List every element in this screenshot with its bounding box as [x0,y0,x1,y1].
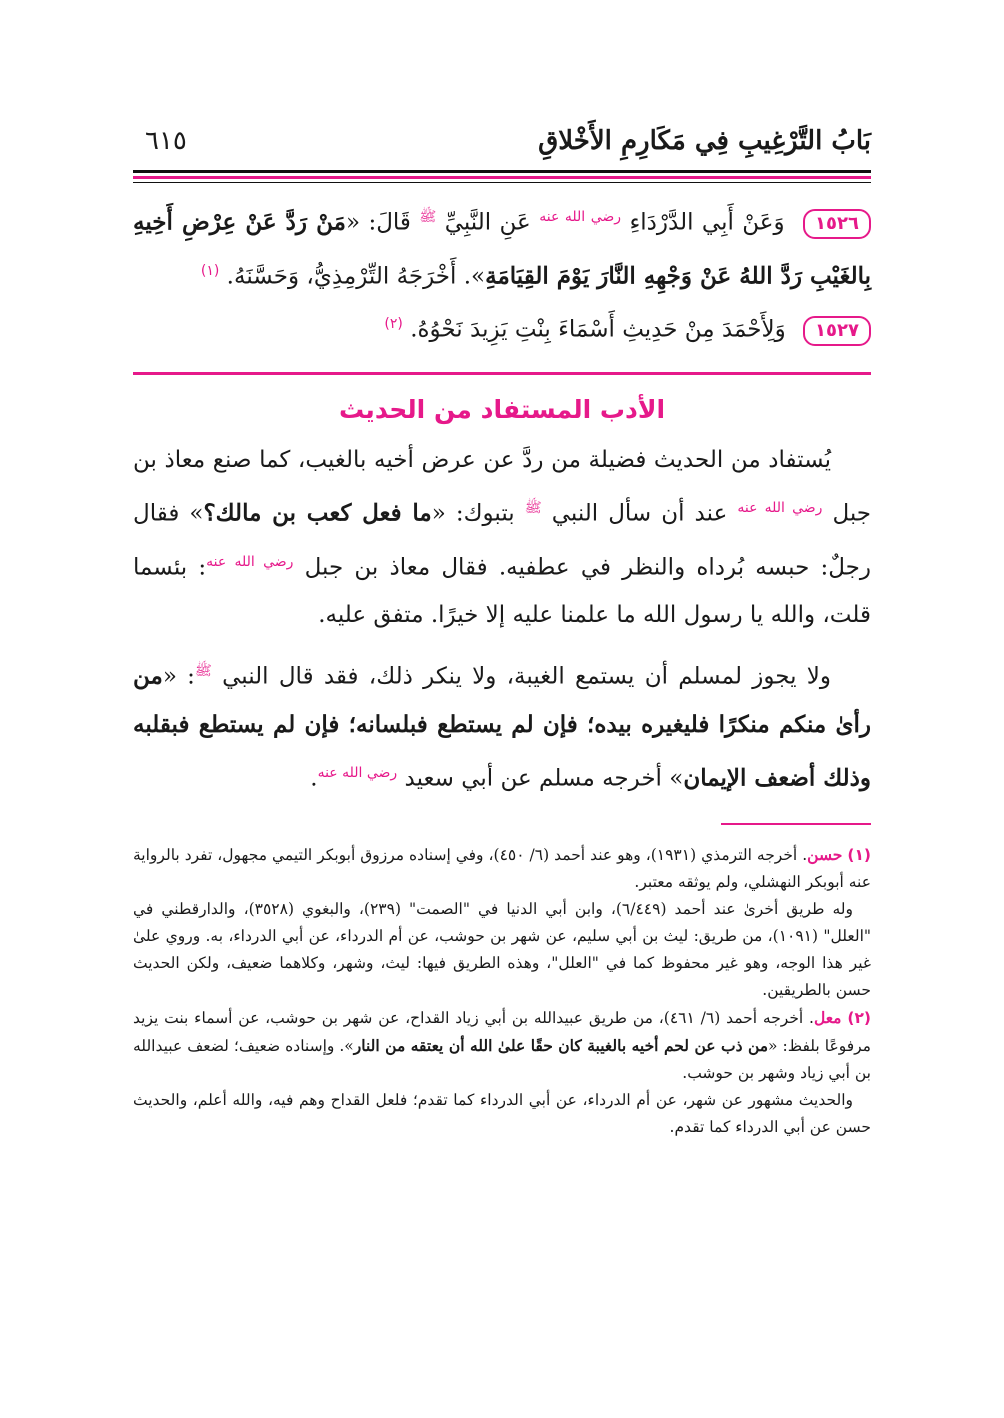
hadith-quote: مَنْ رَدَّ عَنْ عِرْضِ أَخِيهِ بِالغَيْبِ رَدَّ اللهُ عَنْ وَجْهِهِ النَّارَ يَوْمَ القِيَامَةِ [133,208,871,290]
paragraph-text: ولا يجوز لمسلم أن يستمع الغيبة، ولا ينكر ذلك، فقد قال النبي [222,663,831,690]
header-rule-pink [133,176,871,179]
footnote-text: . أخرجه أحمد (٦/ ٤٦١)، من طريق عبيدالله بن أبي زياد القداح، عن شهر بن حوشب، عن أسماء بنت يزيد مرفوعًا بلفظ: « [133,1008,871,1055]
footnote-text: ». وإسناده ضعيف؛ لضعف عبيدالله بن أبي زياد وشهر بن حوشب. [133,1036,871,1082]
hadith-1526 [133,193,871,300]
header-rule-thin [133,182,871,183]
paragraph-text: بتبوك: « [431,500,515,527]
footnote-grade: حسن [807,844,843,864]
footnote-1 [133,841,871,896]
footnote-ref-2: (٢) [384,316,403,333]
hadith-number-badge: ١٥٢٧ [803,316,871,346]
page [133,112,871,1141]
section-title: الأدب المستفاد من الحديث [338,394,666,424]
hadith-1527 [133,300,871,354]
footnote-separator [721,823,871,825]
header-rule-thick [133,170,871,173]
honorific-radiallah: رضي الله عنه [317,764,398,781]
footnote-1-continuation: وله طريق أخرىٰ عند أحمد (٦/٤٤٩)، وابن أبي الدنيا في "الصمت" (٢٣٩)، والبغوي (٣٥٢٨)، والدارقطني في "العلل" (١٠٩١)، من طريق: ليث بن أبي سليم، عن شهر بن حوشب، عن أم الدرداء، عن أبي الدرداء، به. وروي علىٰ غير هذا الوجه، وهو غير محفوظ كما في "العلل"، وهذه الطريق فيها: ليث، وشهر، وكلاهما ضعيف، ولكن الحديث حسن بالطريقين. [133,899,872,999]
footnote-number: (٢) [847,1008,871,1027]
quote-text: ما فعل كعب بن مالك؟ [203,499,432,527]
hadith-text: وَعَنْ أَبِي الدَّرْدَاءِ [629,209,785,236]
hadith-text: عَنِ النَّبِيِّ [444,209,531,236]
footnote-number: (١) [847,845,871,864]
footnote-text: . أخرجه الترمذي (١٩٣١)، وهو عند أحمد (٦/ ٤٥٠)، وفي إسناده مرزوق أبوبكر التيمي مجهول، تفرد بالرواية عنه أبوبكر النهشلي، ولم يوثقه معتبر. [133,845,871,891]
lessons-body [133,436,871,803]
chapter-title: بَابُ التَّرْغِيبِ فِي مَكَارِمِ الأَخْلاقِ [538,126,871,156]
paragraph-text: . [310,765,318,792]
hadith-text: ». أَخْرَجَهُ التِّرْمِذِيُّ، وَحَسَّنَهُ. [226,263,486,290]
paragraph-1 [133,436,871,639]
paragraph-2 [133,647,871,802]
section-divider [133,372,871,375]
footnote-ref-1: (١) [200,262,220,279]
paragraph-text: عند أن سأل النبي [551,500,728,527]
hadith-number-badge: ١٥٢٦ [803,209,871,239]
paragraph-text: » فقال رجلٌ: حبسه بُرداه والنظر في عطفيه. فقال معاذ بن جبل [133,500,871,581]
page-number: ٦١٥ [145,126,187,156]
footnote-2 [133,1004,871,1087]
paragraph-text: : « [162,663,195,690]
honorific-salla: ﷺ [524,499,542,516]
honorific-salla: ﷺ [419,209,437,225]
hadith-text: قَالَ: « [345,209,411,236]
paragraph-text: يُستفاد من الحديث فضيلة من ردَّ عن عرض أخيه بالغيب، كما صنع معاذ بن جبل [133,446,872,527]
hadith-text: وَلِأَحْمَدَ مِنْ حَدِيثِ أَسْمَاءَ بِنْتِ يَزِيدَ نَحْوُهُ. [410,316,786,343]
footnote-quote: من ذب عن لحم أخيه بالغيبة كان حقًا علىٰ الله أن يعتقه من النار [353,1035,769,1055]
honorific-radiallah: رضي الله عنه [206,553,294,570]
paragraph-text: : بئسما قلت، والله يا رسول الله ما علمنا عليه إلا خيرًا. متفق عليه. [133,554,871,629]
running-header [133,112,871,170]
honorific-radiallah: رضي الله عنه [737,499,823,516]
honorific-radiallah: رضي الله عنه [539,209,622,225]
quote-text: من رأىٰ منكم منكرًا فليغيره بيده؛ فإن لم يستطع فبلسانه؛ فإن لم يستطع فبقلبه وذلك أضعف الإيمان [133,662,871,792]
footnote-2-continuation: والحديث مشهور عن شهر، عن أم الدرداء، عن أبي الدرداء كما تقدم؛ فلعل القداح وهم فيه، والله أعلم، والحديث حسن عن أبي الدرداء كما تقدم. [133,1090,871,1136]
honorific-salla: ﷺ [194,663,212,680]
footnotes [133,841,871,1141]
hadith-block [133,193,871,354]
paragraph-text: » أخرجه مسلم عن أبي سعيد [404,765,684,792]
footnote-grade: معل [813,1007,842,1027]
